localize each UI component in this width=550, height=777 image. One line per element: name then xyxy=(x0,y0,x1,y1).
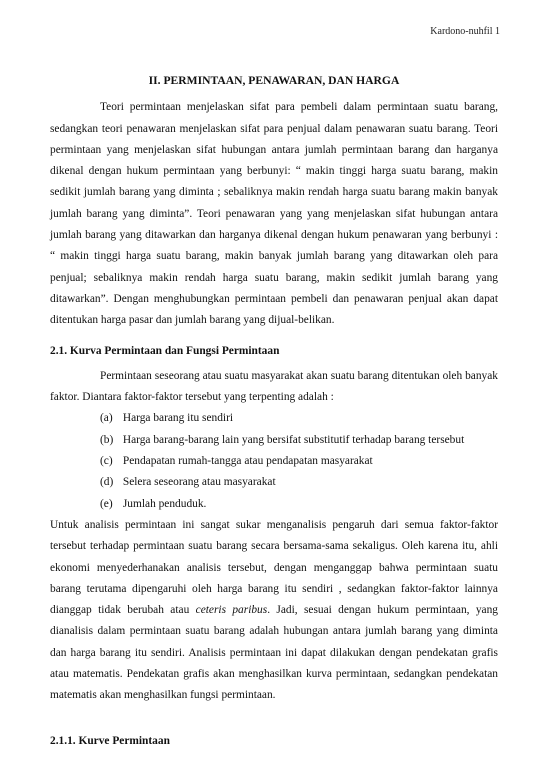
ceteris-paribus-term: ceteris paribus xyxy=(195,604,268,617)
list-item-text: Harga barang itu sendiri xyxy=(122,412,234,425)
analysis-paragraph xyxy=(50,515,498,707)
list-item-label: (b) xyxy=(100,433,114,446)
list-item-label: (e) xyxy=(100,497,113,510)
page-body xyxy=(50,70,498,752)
list-item-text: Harga barang-barang lain yang bersifat substitutif terhadap barang tersebut xyxy=(122,433,465,446)
running-head: Kardono-nuhfil 1 xyxy=(430,26,500,37)
chapter-title: II. PERMINTAAN, PENAWARAN, DAN HARGA xyxy=(148,74,400,87)
list-item xyxy=(100,494,498,515)
list-item-label: (d) xyxy=(100,476,114,489)
intro-paragraph: Teori permintaan menjelaskan sifat para pembeli dalam permintaan suatu barang, sedangkan teori penawaran menjelaskan sifat para penjual dalam penawaran suatu barang. Teori permintaan yang menjelaskan sifat hubungan antara jumlah permintaan barang dan harganya dikenal dengan hukum permintaan yang berbunyi: “ makin tinggi harga suatu barang, makin sedikit jumlah barang yang diminta ; sebaliknya makin rendah harga suatu barang makin banyak jumlah barang yang diminta”. Teori penawaran yang yang menjelaskan sifat hubungan antara jumlah barang yang ditawarkan dan harganya dikenal dengan hukum penawaran yang berbunyi : “ makin tinggi harga suatu barang, makin banyak jumlah barang yang ditawarkan oleh para penjual; sebaliknya makin rendah harga suatu barang, makin sedikit jumlah barang yang ditawarkan”. Dengan menghubungkan permintaan pembeli dan penawaran penjual akan dapat ditentukan harga pasar dan jumlah barang yang dijual-belikan. xyxy=(50,101,498,327)
list-item xyxy=(100,408,498,429)
list-item xyxy=(100,451,498,472)
list-item xyxy=(100,430,498,451)
section-heading-2-1: 2.1. Kurva Permintaan dan Fungsi Permintaan xyxy=(50,344,280,357)
section-heading-2-1-1: 2.1.1. Kurve Permintaan xyxy=(50,734,170,747)
list-item-text: Selera seseorang atau masyarakat xyxy=(122,476,276,489)
analysis-text-part-2: . Jadi, sesuai dengan hukum permintaan, yang dianalisis dalam permintaan suatu barang adalah hubungan antara jumlah barang yang diminta dan harga barang itu sendiri. Analisis permintaan ini dapat dilakukan dengan pendekatan grafis atau matematis. Pendekatan grafis akan menghasilkan kurva permintaan, sedangkan pendekatan matematis akan menghasilkan fungsi permintaan. xyxy=(50,604,498,702)
list-item xyxy=(100,472,498,493)
demand-factors-lead: Permintaan seseorang atau suatu masyarakat akan suatu barang ditentukan oleh banyak faktor. Diantara faktor-faktor tersebut yang terpenting adalah : xyxy=(50,369,498,404)
list-item-text: Jumlah penduduk. xyxy=(122,497,207,510)
demand-factors-list xyxy=(50,408,498,514)
list-item-text: Pendapatan rumah-tangga atau pendapatan masyarakat xyxy=(122,455,373,468)
list-item-label: (a) xyxy=(100,412,113,425)
list-item-label: (c) xyxy=(100,455,113,468)
analysis-text-part-1: Untuk analisis permintaan ini sangat sukar menganalisis pengaruh dari semua faktor-faktor tersebut terhadap permintaan suatu barang secara bersama-sama sekaligus. Oleh karena itu, ahli ekonomi menyederhanakan analisis tersebut, dengan menganggap bahwa permintaan suatu barang terutama dipengaruhi oleh harga barang itu sendiri , sedangkan faktor-faktor lainnya dianggap tidak berubah atau xyxy=(50,518,498,617)
